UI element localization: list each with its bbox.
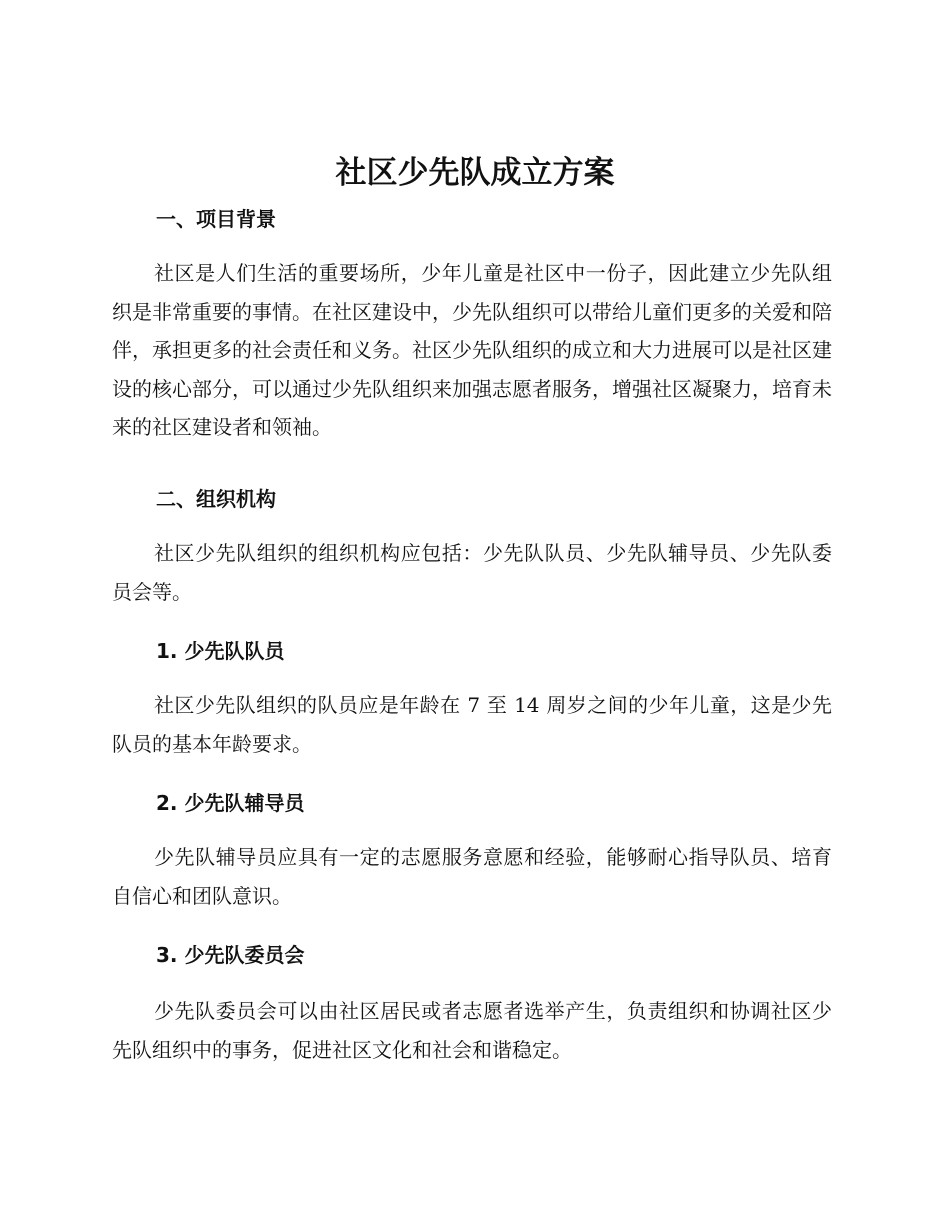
section-heading-background: 一、项目背景 <box>156 207 276 231</box>
subsection-heading-committee: 3. 少先队委员会 <box>156 943 305 967</box>
section-paragraph-background: 社区是人们生活的重要场所，少年儿童是社区中一份子，因此建立少先队组织是非常重要的事情。在社区建设中，少先队组织可以带给儿童们更多的关爱和陪伴，承担更多的社会责任和义务。社区少先队组织的成立和大力进展可以是社区建设的核心部分，可以通过少先队组织来加强志愿者服务，增强社区凝聚力，培育未来的社区建设者和领袖。 <box>112 261 832 439</box>
section-heading-organization: 二、组织机构 <box>156 487 276 511</box>
section-paragraph-organization: 社区少先队组织的组织机构应包括：少先队队员、少先队辅导员、少先队委员会等。 <box>112 541 832 604</box>
subsection-heading-members: 1. 少先队队员 <box>156 639 285 663</box>
subsection-paragraph-members: 社区少先队组织的队员应是年龄在 7 至 14 周岁之间的少年儿童，这是少先队员的基本年龄要求。 <box>112 693 832 756</box>
subsection-heading-counselors: 2. 少先队辅导员 <box>156 791 305 815</box>
subsection-paragraph-counselors: 少先队辅导员应具有一定的志愿服务意愿和经验，能够耐心指导队员、培育自信心和团队意识。 <box>112 845 832 908</box>
subsection-paragraph-committee: 少先队委员会可以由社区居民或者志愿者选举产生，负责组织和协调社区少先队组织中的事务，促进社区文化和社会和谐稳定。 <box>112 999 832 1062</box>
document-title: 社区少先队成立方案 <box>335 155 615 191</box>
